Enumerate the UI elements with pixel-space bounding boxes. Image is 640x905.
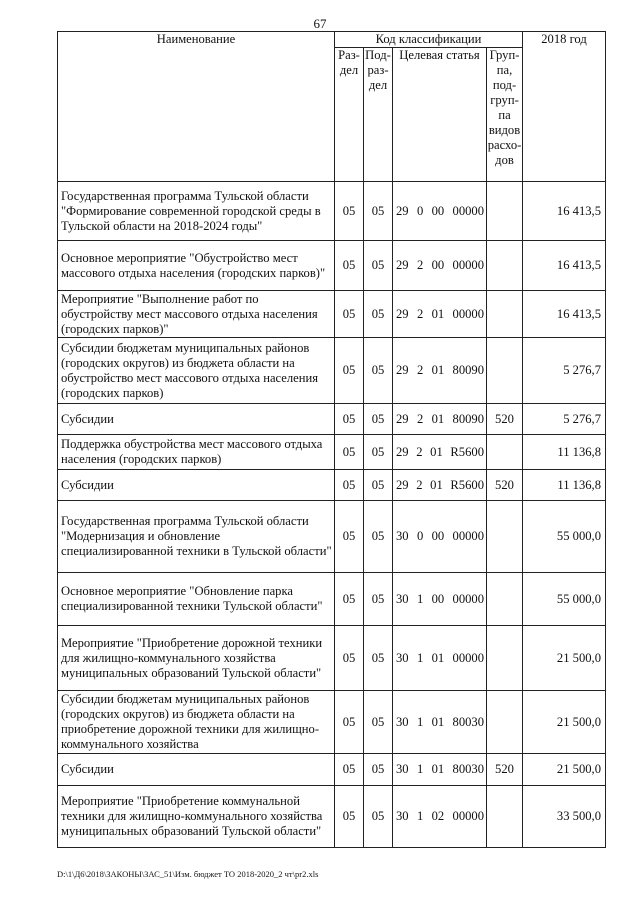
target-program: 29: [396, 411, 409, 426]
row-subsection: 05: [364, 573, 393, 626]
row-target-article: [393, 626, 487, 691]
row-amount: 55 000,0: [523, 573, 606, 626]
row-target-article: [393, 501, 487, 573]
row-expense-group: [487, 291, 523, 338]
header-section: Раз- дел: [335, 48, 364, 182]
table-row: [58, 626, 606, 691]
row-subsection: 05: [364, 470, 393, 501]
row-target-article: [393, 573, 487, 626]
target-direction: 00000: [452, 258, 484, 272]
row-expense-group: 520: [487, 470, 523, 501]
row-subsection: 05: [364, 291, 393, 338]
target-program: 30: [396, 809, 409, 823]
row-expense-group: 520: [487, 404, 523, 435]
target-program: 30: [396, 762, 409, 776]
row-amount: 11 136,8: [523, 470, 606, 501]
row-subsection: 05: [364, 182, 393, 241]
target-direction: 00000: [452, 203, 484, 218]
table-row: [58, 338, 606, 404]
target-direction: R5600: [450, 444, 484, 459]
row-name: Мероприятие "Выполнение работ по обустройству мест массового отдыха населения (городских парков)": [58, 291, 335, 338]
table-row: [58, 241, 606, 291]
row-expense-group: [487, 626, 523, 691]
budget-table: [57, 31, 606, 848]
file-path-footer: D:\1\Д6\2018\ЗАКОНЫ\ЗАС_51\Изм. бюджет ТО 2018-2020_2 чт\pr2.xls: [57, 869, 319, 879]
target-event: 01: [431, 411, 445, 426]
row-amount: 55 000,0: [523, 501, 606, 573]
row-amount: 21 500,0: [523, 691, 606, 754]
target-subprogram: 1: [416, 650, 424, 665]
row-name: Государственная программа Тульской области "Модернизация и обновление специализированной техники в Тульской области": [58, 501, 335, 573]
row-amount: 11 136,8: [523, 435, 606, 470]
row-target-article: [393, 435, 487, 470]
row-target-article: [393, 470, 487, 501]
row-section: 05: [335, 338, 364, 404]
header-row-top: [58, 32, 606, 48]
row-expense-group: [487, 182, 523, 241]
header-expense-group: Груп- па, под- груп- па видов расхо- дов: [487, 48, 523, 182]
row-target-article: [393, 754, 487, 786]
target-direction: R5600: [450, 477, 484, 492]
row-subsection: 05: [364, 501, 393, 573]
row-section: 05: [335, 241, 364, 291]
row-section: 05: [335, 786, 364, 848]
target-event: 01: [430, 444, 443, 459]
target-direction: 80030: [452, 714, 484, 729]
table-row: [58, 435, 606, 470]
target-event: 00: [431, 258, 445, 272]
row-target-article: [393, 182, 487, 241]
header-name: Наименование: [58, 32, 335, 182]
target-event: 02: [431, 809, 445, 823]
target-subprogram: 2: [416, 444, 423, 459]
target-event: 01: [431, 363, 445, 377]
row-subsection: 05: [364, 241, 393, 291]
row-name: Субсидии: [58, 754, 335, 786]
row-name: Государственная программа Тульской области "Формирование современной городской среды в Тульской области на 2018-2024 годы": [58, 182, 335, 241]
target-program: 29: [396, 258, 409, 272]
row-section: 05: [335, 501, 364, 573]
target-program: 30: [396, 650, 409, 665]
row-amount: 16 413,5: [523, 241, 606, 291]
header-subsection: Под- раз- дел: [364, 48, 393, 182]
row-target-article: [393, 786, 487, 848]
target-direction: 80090: [452, 411, 484, 426]
table-row: [58, 291, 606, 338]
row-section: 05: [335, 435, 364, 470]
row-subsection: 05: [364, 435, 393, 470]
table-row: [58, 404, 606, 435]
row-expense-group: [487, 241, 523, 291]
target-subprogram: 2: [416, 477, 423, 492]
row-expense-group: [487, 338, 523, 404]
row-subsection: 05: [364, 691, 393, 754]
target-event: 01: [430, 477, 443, 492]
row-expense-group: [487, 435, 523, 470]
row-expense-group: [487, 573, 523, 626]
target-program: 30: [396, 714, 409, 729]
row-name: Субсидии: [58, 470, 335, 501]
row-section: 05: [335, 182, 364, 241]
table-row: [58, 786, 606, 848]
row-name: Мероприятие "Приобретение дорожной техники для жилищно-коммунального хозяйства муниципальных образований Тульской области": [58, 626, 335, 691]
row-amount: 5 276,7: [523, 338, 606, 404]
target-direction: 00000: [452, 591, 484, 606]
header-target-article: Целевая статья: [393, 48, 487, 182]
row-expense-group: [487, 786, 523, 848]
row-subsection: 05: [364, 626, 393, 691]
row-section: 05: [335, 754, 364, 786]
target-subprogram: 1: [416, 809, 424, 823]
header-classification: Код классификации: [335, 32, 523, 48]
row-subsection: 05: [364, 786, 393, 848]
row-target-article: [393, 404, 487, 435]
row-expense-group: 520: [487, 754, 523, 786]
row-subsection: 05: [364, 338, 393, 404]
row-target-article: [393, 241, 487, 291]
target-subprogram: 1: [416, 591, 424, 606]
target-subprogram: 2: [416, 258, 424, 272]
header-year: 2018 год: [523, 32, 606, 182]
target-subprogram: 1: [416, 714, 424, 729]
target-event: 01: [431, 650, 445, 665]
row-section: 05: [335, 404, 364, 435]
target-program: 29: [396, 477, 409, 492]
target-program: 30: [396, 529, 409, 543]
row-name: Основное мероприятие "Обновление парка специализированной техники Тульской области": [58, 573, 335, 626]
table-row: [58, 691, 606, 754]
target-subprogram: 1: [416, 762, 424, 776]
row-name: Основное мероприятие "Обустройство мест массового отдыха населения (городских парков)": [58, 241, 335, 291]
row-amount: 33 500,0: [523, 786, 606, 848]
row-target-article: [393, 338, 487, 404]
row-amount: 21 500,0: [523, 754, 606, 786]
target-event: 00: [431, 591, 445, 606]
target-program: 29: [396, 203, 409, 218]
row-target-article: [393, 691, 487, 754]
target-program: 29: [396, 444, 409, 459]
row-section: 05: [335, 573, 364, 626]
target-program: 29: [396, 363, 409, 377]
target-subprogram: 0: [416, 203, 424, 218]
page-number: 67: [313, 16, 327, 31]
row-section: 05: [335, 626, 364, 691]
row-name: Поддержка обустройства мест массового отдыха населения (городских парков): [58, 435, 335, 470]
row-expense-group: [487, 691, 523, 754]
table-row: [58, 573, 606, 626]
target-subprogram: 2: [416, 411, 424, 426]
target-event: 01: [431, 714, 445, 729]
target-direction: 00000: [452, 650, 484, 665]
table-row: [58, 182, 606, 241]
target-event: 00: [431, 529, 445, 543]
row-target-article: [393, 291, 487, 338]
table-row: [58, 470, 606, 501]
target-subprogram: 2: [416, 306, 424, 321]
target-direction: 00000: [452, 809, 484, 823]
row-section: 05: [335, 470, 364, 501]
row-name: Субсидии бюджетам муниципальных районов (городских округов) из бюджета области на обустройство мест массового отдыха населения (городских парков): [58, 338, 335, 404]
row-amount: 21 500,0: [523, 626, 606, 691]
row-subsection: 05: [364, 404, 393, 435]
table-row: [58, 501, 606, 573]
row-amount: 16 413,5: [523, 182, 606, 241]
target-subprogram: 2: [416, 363, 424, 377]
row-amount: 16 413,5: [523, 291, 606, 338]
row-name: Мероприятие "Приобретение коммунальной техники для жилищно-коммунального хозяйства муниципальных образований Тульской области": [58, 786, 335, 848]
target-program: 29: [396, 306, 409, 321]
table-row: [58, 754, 606, 786]
target-event: 01: [431, 762, 445, 776]
row-name: Субсидии бюджетам муниципальных районов (городских округов) из бюджета области на приобретение дорожной техники для жилищно-коммунального хозяйства: [58, 691, 335, 754]
target-direction: 00000: [452, 529, 484, 543]
target-program: 30: [396, 591, 409, 606]
target-subprogram: 0: [416, 529, 424, 543]
target-event: 01: [431, 306, 445, 321]
target-event: 00: [431, 203, 445, 218]
row-amount: 5 276,7: [523, 404, 606, 435]
row-expense-group: [487, 501, 523, 573]
target-direction: 00000: [452, 306, 484, 321]
target-direction: 80090: [452, 363, 484, 377]
row-subsection: 05: [364, 754, 393, 786]
row-section: 05: [335, 291, 364, 338]
row-section: 05: [335, 691, 364, 754]
row-name: Субсидии: [58, 404, 335, 435]
target-direction: 80030: [452, 762, 484, 776]
